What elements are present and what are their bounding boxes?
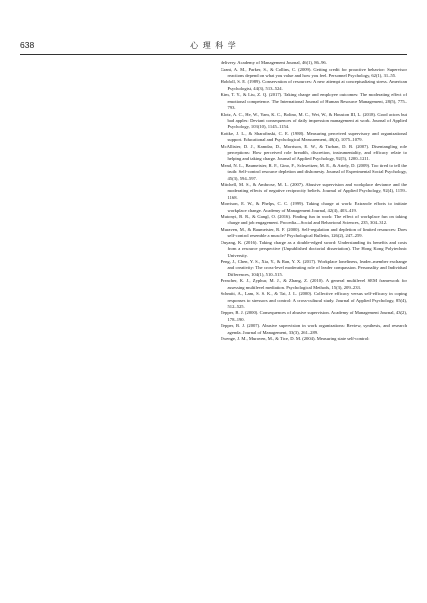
reference-entry: Mutonyi, B. R., & Gangl, O. (2016). Finding fun in work: The effect of workplace fun on taking charge and job engagement. Procedia—Social and Behavioral Sciences, 235, 304–312.	[220, 214, 407, 226]
reference-entry: Kottke, J. L., & Sharafinski, C. E. (1988). Measuring perceived supervisory and organizational support. Educational and Psychological Measurement, 48(4), 1075–1079.	[220, 130, 407, 143]
reference-entry: Mead, N. L., Baumeister, R. F., Gino, F., Schweitzer, M. E., & Ariely, D. (2009). Too tired to tell the truth: Self-control resource depletion and dishonesty. Journal of Experimental Social Psychology, 45(3), 594–597.	[220, 162, 407, 181]
reference-entry: Klotz, A. C., He, W., Yam, K. C., Bolino, M. C., Wei, W., & Houston III, L. (2018). Good actors but bad apples: Deviant consequences of daily impression management at work. Journal of Applied Psychology, 103(10), 1145–1154.	[220, 111, 407, 130]
reference-entry: Hobfoll, S. E. (1989). Conservation of resources: A new attempt at conceptualizing stress. American Psychologist, 44(3), 513–524.	[220, 79, 407, 91]
reference-entry: Kim, T. Y., & Liu, Z. Q. (2017). Taking charge and employee outcomes: The moderating effect of emotional competence. The International Journal of Human Resource Management, 28(5), 775–793.	[220, 92, 407, 110]
references-left-column	[20, 60, 207, 593]
references-right-column	[221, 60, 408, 593]
reference-entry: Twenge, J. M., Muraven, M., & Tice, D. M. (2004). Measuring state self-control:	[220, 336, 370, 342]
reference-entry: Preacher, K. J., Zyphur, M. J., & Zhang, Z. (2010). A general multilevel SEM framework for assessing multilevel mediation. Psychological Methods, 15(3), 209–233.	[220, 278, 407, 290]
reference-entry: Schmitt, A., Lam, S. S. K., & Tai, J. L. (2000). Collective efficacy versus self-efficacy in coping responses to stressors and control: A cross-cultural study. Journal of Applied Psychology, 85(4), 512–525.	[220, 291, 407, 309]
reference-entry: Peng, J., Chen, Y. S., Xia, Y., & Ran, Y. X. (2017). Workplace loneliness, leader–member exchange and creativity: The cross-level moderating role of leader compassion. Personality and Individual Differences, 104(1), 510–515.	[220, 259, 407, 277]
journal-title: 心 理 科 学	[190, 41, 237, 50]
reference-entry: Mitchell, M. S., & Ambrose, M. L. (2007). Abusive supervision and workplace deviance and the moderating effects of negative reciprocity beliefs. Journal of Applied Psychology, 92(4), 1159–1168.	[220, 182, 407, 200]
page-number: 638	[20, 40, 35, 50]
reference-entry: Tepper, B. J. (2000). Consequences of abusive supervision. Academy of Management Journal, 43(2), 178–190.	[220, 310, 407, 322]
reference-entry: Morrison, E. W., & Phelps, C. C. (1999). Taking charge at work: Extrarole efforts to initiate workplace change. Academy of Management Journal, 42(4), 403–419.	[220, 201, 407, 213]
reference-entry: McAllister, D. J., Kamdar, D., Morrison, E. W., & Turban, D. B. (2007). Disentangling role perceptions: How perceived role breadth, discretion, instrumentality, and efficacy relate to helping and taking charge. Journal of Applied Psychology, 92(5), 1200–1211.	[220, 143, 407, 162]
reference-entry: Muraven, M., & Baumeister, R. F. (2000). Self-regulation and depletion of limited resources: Does self-control resemble a muscle? Psychological Bulletin, 126(2), 247–259.	[220, 227, 407, 239]
page-header	[20, 40, 407, 55]
reference-entry: Grant, A. M., Parker, S., & Collins, C. (2009). Getting credit for proactive behavior: Supervisor reactions depend on what you value and how you feel. Personnel Psychology, 62(1), 31–55.	[220, 66, 407, 78]
reference-entry: Ouyang, K. (2016). Taking charge as a double-edged sword: Understanding its benefits and costs from a resource perspective (Unpublished doctorial dissertation). The Hong Kong Polytechnic University.	[220, 239, 407, 258]
reference-entry: Tepper, B. J. (2007). Abusive supervision in work organizations: Review, synthesis, and research agenda. Journal of Management, 33(3), 261–289.	[220, 323, 407, 335]
reference-columns	[20, 60, 407, 593]
reference-entry: delivery. Academy of Management Journal, 46(1), 86–96.	[220, 60, 327, 65]
